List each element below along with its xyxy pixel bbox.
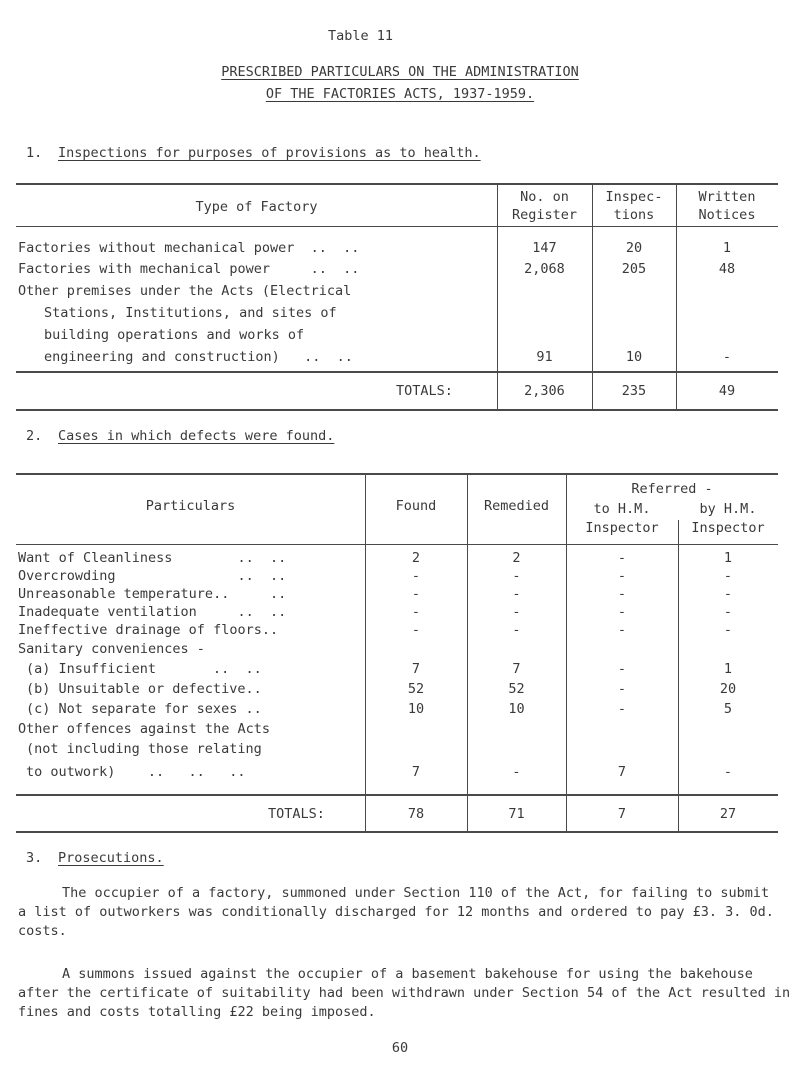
- col-header-register-l2: Register: [511, 207, 578, 223]
- cell-referred-by: 1: [723, 661, 733, 677]
- prosecution-paragraph-1: The occupier of a factory, summoned under Section 110 of the Act, for failing to submit a list of outworkers was conditionally discharged for 12 months and ordered to pay £3. 3. 0d. costs.: [18, 885, 774, 939]
- col-header-notices: [676, 188, 778, 224]
- section-1-number: 1.: [26, 145, 43, 161]
- page-number: 60: [391, 1040, 409, 1056]
- section-1-heading: Inspections for purposes of provisions as to health.: [58, 145, 481, 161]
- cell-inspections: 205: [621, 261, 647, 277]
- cell-referred-by: -: [723, 764, 733, 780]
- cell-referred-to: -: [617, 586, 627, 602]
- cell-referred-to: -: [617, 604, 627, 620]
- col-header-referred: Referred -: [631, 481, 713, 497]
- col-header-by-l2: Inspector: [691, 520, 765, 536]
- cell-found: -: [411, 604, 421, 620]
- row-label: Stations, Institutions, and sites of: [44, 305, 337, 321]
- row-label: (a) Insufficient .. ..: [26, 661, 262, 677]
- cell-register: 147: [532, 240, 557, 256]
- table-2-top-rule: [16, 473, 778, 475]
- document-title-line-2: OF THE FACTORIES ACTS, 1937-1959.: [265, 86, 535, 102]
- cell-referred-by: -: [723, 604, 733, 620]
- cell-referred-to: 7: [617, 764, 627, 780]
- cell-remedied: -: [512, 568, 521, 584]
- col-header-to-l1: to H.M.: [593, 501, 651, 517]
- cell-referred-by: -: [723, 568, 733, 584]
- col-header-type-of-factory: Type of Factory: [195, 199, 318, 215]
- row-label: Factories with mechanical power .. ..: [18, 261, 360, 277]
- table-1-bottom-rule: [16, 409, 778, 411]
- cell-found: 2: [411, 550, 421, 566]
- cell-referred-to: -: [617, 681, 627, 697]
- col-header-inspections-l2: tions: [613, 207, 655, 223]
- row-label: engineering and construction) .. ..: [44, 349, 353, 365]
- row-label: to outwork) .. .. ..: [26, 764, 246, 780]
- col-header-register-l1: No. on: [520, 189, 569, 205]
- row-label: building operations and works of: [44, 327, 305, 343]
- col-header-by-l1: by H.M.: [699, 501, 757, 517]
- cell-remedied: -: [512, 622, 521, 638]
- cell-found: 7: [411, 764, 421, 780]
- cell-referred-by: 1: [723, 550, 733, 566]
- row-label: Unreasonable temperature.. ..: [18, 586, 287, 602]
- total-inspections: 235: [621, 383, 647, 399]
- table-1-top-rule: [16, 183, 778, 185]
- cell-notices: 1: [722, 240, 732, 256]
- cell-found: 52: [407, 681, 425, 697]
- row-label: Other premises under the Acts (Electrical: [18, 283, 352, 299]
- table-1-header-rule: [16, 226, 778, 227]
- cell-remedied: 52: [508, 681, 525, 697]
- total-referred-to: 7: [617, 806, 627, 822]
- cell-referred-by: 20: [719, 681, 737, 697]
- cell-referred-to: -: [617, 701, 627, 717]
- row-label: Factories without mechanical power .. ..: [18, 240, 360, 256]
- total-remedied: 71: [508, 806, 525, 822]
- section-2-number: 2.: [26, 428, 43, 444]
- cell-remedied: -: [512, 586, 521, 602]
- row-label: (not including those relating: [26, 741, 262, 757]
- section-2-heading: Cases in which defects were found.: [58, 428, 335, 444]
- section-3-heading: Prosecutions.: [58, 850, 164, 866]
- cell-found: 10: [407, 701, 425, 717]
- table-number: Table 11: [328, 28, 394, 44]
- cell-remedied: 10: [508, 701, 525, 717]
- total-referred-by: 27: [719, 806, 737, 822]
- col-header-to-l2: Inspector: [585, 520, 659, 536]
- section-3-number: 3.: [26, 850, 43, 866]
- prosecution-paragraph-2: A summons issued against the occupier of a basement bakehouse for using the bakehouse after the certificate of suitability had been withdrawn under Section 54 of the Act resulted in fines and costs totalling £22 being imposed.: [18, 966, 791, 1020]
- cell-found: -: [411, 586, 421, 602]
- total-found: 78: [407, 806, 425, 822]
- col-header-notices-l1: Written: [698, 189, 756, 205]
- cell-register: 91: [536, 349, 553, 365]
- cell-referred-by: 5: [723, 701, 733, 717]
- col-header-remedied: Remedied: [483, 498, 550, 514]
- col-header-to-hm-inspector: [566, 500, 678, 538]
- document-title-line-1: PRESCRIBED PARTICULARS ON THE ADMINISTRATION: [221, 64, 579, 80]
- cell-referred-by: -: [723, 586, 733, 602]
- col-header-by-hm-inspector: [678, 500, 778, 538]
- table-2-bottom-rule: [16, 831, 778, 833]
- cell-inspections: 10: [625, 349, 643, 365]
- cell-remedied: 2: [512, 550, 521, 566]
- cell-found: -: [411, 568, 421, 584]
- total-notices: 49: [718, 383, 736, 399]
- cell-found: -: [411, 622, 421, 638]
- total-register: 2,306: [524, 383, 565, 399]
- table-2-header-rule: [16, 544, 778, 545]
- col-header-inspections: [592, 188, 676, 224]
- cell-referred-to: -: [617, 550, 627, 566]
- row-label: Ineffective drainage of floors..: [18, 622, 279, 638]
- col-header-notices-l2: Notices: [698, 207, 756, 223]
- cell-remedied: -: [512, 764, 521, 780]
- cell-inspections: 20: [625, 240, 643, 256]
- cell-remedied: -: [512, 604, 521, 620]
- cell-referred-by: -: [723, 622, 733, 638]
- col-header-inspections-l1: Inspec-: [605, 189, 663, 205]
- cell-register: 2,068: [524, 261, 565, 277]
- row-label: Inadequate ventilation .. ..: [18, 604, 287, 620]
- col-header-found: Found: [395, 498, 437, 514]
- table-2-totals-rule: [16, 794, 778, 796]
- cell-notices: 48: [718, 261, 736, 277]
- totals-label: TOTALS:: [396, 383, 453, 399]
- totals-label: TOTALS:: [268, 806, 325, 822]
- row-label: (c) Not separate for sexes ..: [26, 701, 262, 717]
- row-label: (b) Unsuitable or defective..: [26, 681, 262, 697]
- cell-referred-to: -: [617, 568, 627, 584]
- cell-referred-to: -: [617, 661, 627, 677]
- row-label: Other offences against the Acts: [18, 721, 270, 737]
- row-label: Overcrowding .. ..: [18, 568, 287, 584]
- col-header-register: [497, 188, 592, 224]
- cell-referred-to: -: [617, 622, 627, 638]
- cell-notices: -: [722, 349, 732, 365]
- cell-found: 7: [411, 661, 421, 677]
- row-label: Sanitary conveniences -: [18, 641, 205, 657]
- cell-remedied: 7: [512, 661, 521, 677]
- col-header-particulars: Particulars: [145, 498, 236, 514]
- table-1-totals-rule: [16, 371, 778, 373]
- row-label: Want of Cleanliness .. ..: [18, 550, 287, 566]
